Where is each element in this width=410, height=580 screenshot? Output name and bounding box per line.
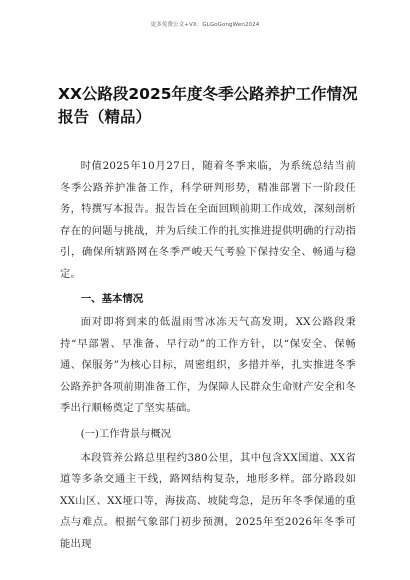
subsection-paragraph-background: 本段管养公路总里程约380公里，其中包含XX国道、XX省道等多条交通主干线，路网结构复杂，地形多样。部分路段如XX山区、XX垭口等，海拔高、坡陡弯急，是历年冬季保通的重点与难点。根据气象部门初步预测，2025年至2026年冬季可能出现 bbox=[60, 451, 356, 550]
document-body bbox=[60, 156, 356, 555]
subsection-heading-background: (一)工作背景与概况 bbox=[80, 427, 172, 440]
intro-paragraph: 时值2025年10月27日，随着冬季来临，为系统总结当前冬季公路养护准备工作，科学研判形势，精准部署下一阶段任务，特撰写本报告。报告旨在全面回顾前期工作成效，深刻剖析存在的问题与挑战，并为后续工作的扎实推进提供明确的行动指引，确保所辖路网在冬季严峻天气考验下保持安全、畅通与稳定。 bbox=[60, 160, 356, 280]
document-title: XX公路段2025年度冬季公路养护工作情况报告（精品） bbox=[58, 85, 358, 126]
header-note: 更多免费公文+VX：GLGoGongWen2024 bbox=[150, 22, 260, 28]
section-paragraph-basic-situation: 面对即将到来的低温雨雪冰冻天气高发期，XX公路段秉持“早部署、早准备、早行动”的工作方针，以“保安全、保畅通、保服务”为核心目标，周密组织，多措并举，扎实推进冬季公路养护各项前期准备工作，为保障人民群众生命财产安全和冬季出行顺畅奠定了坚实基础。 bbox=[60, 316, 356, 414]
section-heading-basic-situation: 一、基本情况 bbox=[80, 293, 144, 305]
